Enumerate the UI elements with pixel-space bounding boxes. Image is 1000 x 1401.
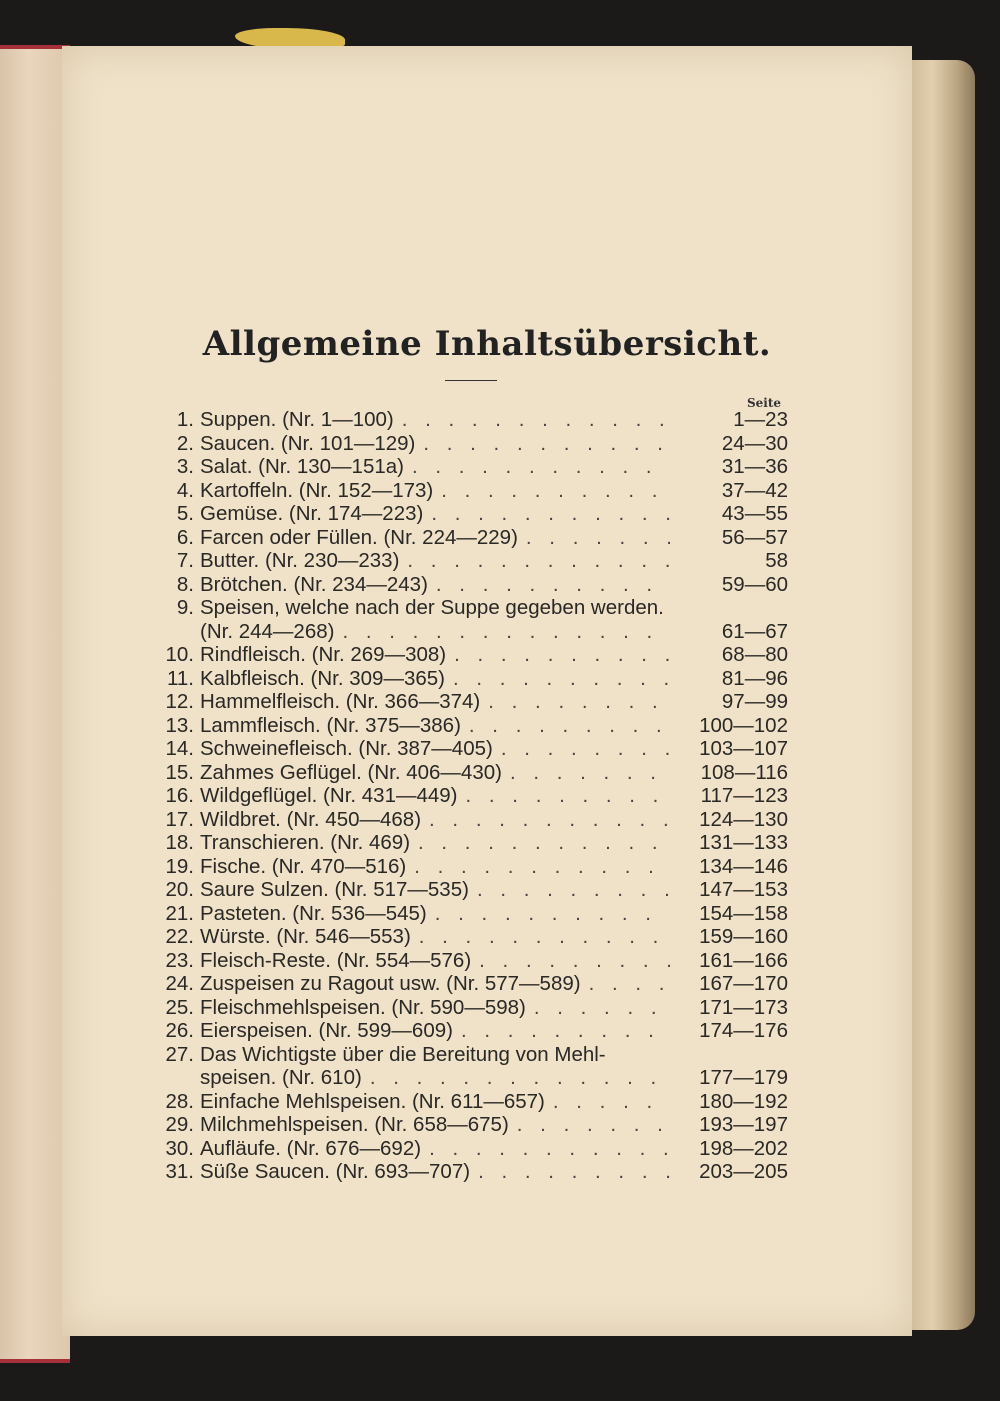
dot-leader — [534, 996, 670, 1020]
toc-entry-text: (Nr. 244—268) — [200, 619, 335, 643]
toc-entry-text: Das Wichtigste über die Bereitung von Mehl- — [200, 1042, 606, 1066]
toc-entry — [148, 1043, 788, 1067]
toc-entry-text: Fleischmehlspeisen. (Nr. 590—598) — [200, 995, 526, 1019]
toc-entry — [148, 784, 788, 808]
dot-leader — [418, 831, 670, 855]
toc-entry-pages: 81—96 — [721, 666, 788, 690]
toc-entry-pages: 171—173 — [699, 995, 788, 1019]
toc-entry — [148, 925, 788, 949]
toc-entry — [148, 761, 788, 785]
toc-entry-text: Rindfleisch. (Nr. 269—308) — [200, 643, 447, 666]
toc-entry-number: 27. — [165, 1042, 194, 1066]
dot-leader — [461, 1019, 670, 1043]
toc-entry-text: Zuspeisen zu Ragout usw. (Nr. 577—589) — [200, 972, 581, 995]
toc-entry-number: 23. — [165, 948, 194, 972]
toc-entry — [148, 831, 788, 855]
toc-entry-number: 3. — [176, 455, 194, 478]
toc-entry-number: 14. — [165, 737, 194, 760]
dot-leader — [479, 949, 670, 973]
toc-entry-pages: 43—55 — [721, 502, 788, 525]
toc-entry-pages: 147—153 — [699, 878, 788, 901]
toc-entry — [148, 573, 788, 597]
toc-entry-text: Brötchen. (Nr. 234—243) — [200, 572, 428, 596]
toc-entry — [148, 502, 788, 526]
toc-entry-text: Salat. (Nr. 130—151a) — [200, 455, 404, 478]
dot-leader — [526, 526, 670, 550]
toc-entry-pages: 161—166 — [699, 948, 788, 972]
toc-entry-pages: 56—57 — [721, 525, 788, 549]
toc-entry — [148, 808, 788, 832]
toc-entry-pages: 167—170 — [699, 972, 788, 995]
dot-leader — [469, 714, 670, 738]
toc-entry-pages: 103—107 — [699, 737, 788, 760]
toc-entry-text: Kartoffeln. (Nr. 152—173) — [200, 478, 434, 502]
toc-entry — [148, 996, 788, 1020]
dot-leader — [589, 972, 670, 996]
toc-entry-number: 8. — [176, 572, 194, 596]
toc-entry-text: Fische. (Nr. 470—516) — [200, 854, 407, 878]
toc-entry-pages: 193—197 — [699, 1113, 788, 1136]
toc-entry — [148, 737, 788, 761]
toc-entry-pages: 159—160 — [699, 925, 788, 948]
toc-entry-text: Pasteten. (Nr. 536—545) — [200, 901, 427, 925]
toc-entry-number: 22. — [165, 925, 194, 948]
toc-entry — [148, 526, 788, 550]
dot-leader — [501, 737, 670, 761]
toc-entry-pages: 31—36 — [721, 455, 788, 478]
toc-entry-number: 4. — [176, 478, 194, 502]
dot-leader — [510, 761, 670, 785]
toc-entry-number: 10. — [165, 643, 194, 666]
toc-entry-text: Schweinefleisch. (Nr. 387—405) — [200, 737, 493, 760]
dot-leader — [488, 690, 670, 714]
toc-entry-pages: 59—60 — [721, 572, 788, 596]
toc-entry-number: 18. — [165, 831, 194, 854]
dot-leader — [412, 455, 670, 479]
toc-entry-number: 15. — [165, 760, 194, 784]
toc-entry-text: Wildgeflügel. (Nr. 431—449) — [200, 784, 458, 807]
toc-entry-text: Farcen oder Füllen. (Nr. 224—229) — [200, 525, 518, 549]
dot-leader — [453, 667, 670, 691]
toc-entry-pages: 37—42 — [721, 478, 788, 502]
dot-leader — [370, 1066, 670, 1090]
toc-entry-number: 19. — [165, 854, 194, 878]
toc-entry-text: Transchieren. (Nr. 469) — [200, 831, 411, 854]
toc-entry — [148, 949, 788, 973]
toc-entry — [148, 1019, 788, 1043]
toc-entry — [148, 1113, 788, 1137]
book-page — [62, 46, 912, 1336]
toc-entry-text: Süße Saucen. (Nr. 693—707) — [200, 1160, 471, 1183]
toc-entry — [148, 1160, 788, 1184]
dot-leader — [553, 1090, 670, 1114]
dot-leader — [414, 855, 670, 879]
toc-entry — [148, 596, 788, 620]
toc-entry-number: 24. — [165, 972, 194, 995]
dot-leader — [454, 643, 670, 667]
toc-entry-text: Aufläufe. (Nr. 676—692) — [200, 1136, 422, 1160]
title-rule — [445, 380, 497, 381]
toc-entry-pages: 180—192 — [699, 1089, 788, 1113]
toc-entry-text: Butter. (Nr. 230—233) — [200, 549, 400, 572]
toc-entry-number: 25. — [165, 995, 194, 1019]
toc-entry — [148, 714, 788, 738]
toc-entry-pages: 131—133 — [699, 831, 788, 854]
toc-entry — [148, 972, 788, 996]
toc-entry-number: 30. — [165, 1136, 194, 1160]
toc-entry-pages: 61—67 — [721, 619, 788, 643]
dot-leader — [429, 1137, 670, 1161]
dot-leader — [407, 549, 670, 573]
toc-entry — [148, 1137, 788, 1161]
toc-entry-number: 11. — [167, 666, 194, 690]
toc-entry-text: Fleisch-Reste. (Nr. 554—576) — [200, 948, 472, 972]
toc-entry-text: Gemüse. (Nr. 174—223) — [200, 502, 424, 525]
toc-entry-number: 16. — [165, 784, 194, 807]
toc-entry-number: 7. — [176, 549, 194, 572]
toc-entry-pages: 24—30 — [721, 431, 788, 455]
toc-entry-text: Wildbret. (Nr. 450—468) — [200, 807, 422, 831]
toc-entry — [148, 667, 788, 691]
toc-entry-text: Saucen. (Nr. 101—129) — [200, 431, 416, 455]
toc-entry-pages: 117—123 — [700, 784, 788, 807]
table-of-contents — [148, 408, 788, 1184]
dot-leader — [478, 1160, 670, 1184]
toc-entry-pages: 203—205 — [699, 1160, 788, 1183]
toc-entry-number: 13. — [165, 713, 194, 737]
toc-entry-text: Kalbfleisch. (Nr. 309—365) — [200, 666, 445, 690]
toc-entry-number: 20. — [165, 878, 194, 901]
toc-entry-text: Einfache Mehlspeisen. (Nr. 611—657) — [200, 1089, 545, 1113]
dot-leader — [402, 408, 670, 432]
toc-entry-pages: 177—179 — [699, 1066, 788, 1089]
toc-entry — [148, 643, 788, 667]
dot-leader — [423, 432, 670, 456]
toc-entry-number: 5. — [176, 502, 194, 525]
toc-entry — [148, 408, 788, 432]
toc-entry-text: speisen. (Nr. 610) — [200, 1066, 362, 1089]
dot-leader — [517, 1113, 670, 1137]
book-cover-edge — [0, 45, 70, 1363]
toc-entry-text: Lammfleisch. (Nr. 375—386) — [200, 713, 461, 737]
toc-entry-pages: 154—158 — [699, 901, 788, 925]
toc-entry-number: 9. — [176, 596, 194, 619]
toc-entry-pages: 124—130 — [699, 807, 788, 831]
dot-leader — [419, 925, 670, 949]
toc-entry-text: Eierspeisen. (Nr. 599—609) — [200, 1019, 453, 1042]
toc-entry — [148, 878, 788, 902]
toc-entry-number: 29. — [165, 1113, 194, 1136]
dot-leader — [441, 479, 670, 503]
toc-entry-pages: 68—80 — [721, 643, 788, 666]
toc-entry-number: 12. — [165, 690, 194, 713]
toc-entry — [148, 620, 788, 644]
dot-leader — [429, 808, 670, 832]
toc-entry-pages: 58 — [765, 549, 788, 572]
toc-entry-pages: 198—202 — [699, 1136, 788, 1160]
toc-entry-pages: 1—23 — [733, 408, 788, 431]
toc-entry-text: Würste. (Nr. 546—553) — [200, 925, 411, 948]
toc-entry — [148, 1090, 788, 1114]
page-column-header: Seite — [746, 396, 781, 410]
toc-entry-text: Hammelfleisch. (Nr. 366—374) — [200, 690, 481, 713]
toc-entry-number: 21. — [165, 901, 194, 925]
page-title: Allgemeine Inhaltsübersicht. — [202, 324, 772, 364]
toc-entry-text: Zahmes Geflügel. (Nr. 406—430) — [200, 760, 502, 784]
dot-leader — [436, 573, 670, 597]
dot-leader — [435, 902, 670, 926]
toc-entry-text: Speisen, welche nach der Suppe gegeben werden. — [200, 596, 664, 619]
toc-entry — [148, 855, 788, 879]
toc-entry-text: Milchmehlspeisen. (Nr. 658—675) — [200, 1113, 509, 1136]
toc-entry-text: Suppen. (Nr. 1—100) — [200, 408, 394, 431]
toc-entry-pages: 108—116 — [700, 760, 788, 784]
toc-entry — [148, 690, 788, 714]
toc-entry-number: 1. — [176, 408, 194, 431]
toc-entry — [148, 549, 788, 573]
toc-entry-number: 31. — [165, 1160, 194, 1183]
toc-entry-number: 28. — [165, 1089, 194, 1113]
dot-leader — [466, 784, 670, 808]
toc-entry — [148, 455, 788, 479]
toc-entry — [148, 1066, 788, 1090]
toc-entry — [148, 479, 788, 503]
toc-entry-number: 17. — [165, 807, 194, 831]
toc-entry — [148, 902, 788, 926]
dot-leader — [431, 502, 670, 526]
toc-entry-pages: 100—102 — [699, 713, 788, 737]
toc-entry-pages: 97—99 — [721, 690, 788, 713]
toc-entry-number: 2. — [176, 431, 194, 455]
toc-entry-text: Saure Sulzen. (Nr. 517—535) — [200, 878, 469, 901]
toc-entry-number: 26. — [165, 1019, 194, 1042]
toc-entry-number: 6. — [176, 525, 194, 549]
toc-entry — [148, 432, 788, 456]
dot-leader — [477, 878, 670, 902]
toc-entry-pages: 134—146 — [699, 854, 788, 878]
dot-leader — [342, 620, 670, 644]
toc-entry-pages: 174—176 — [699, 1019, 788, 1042]
